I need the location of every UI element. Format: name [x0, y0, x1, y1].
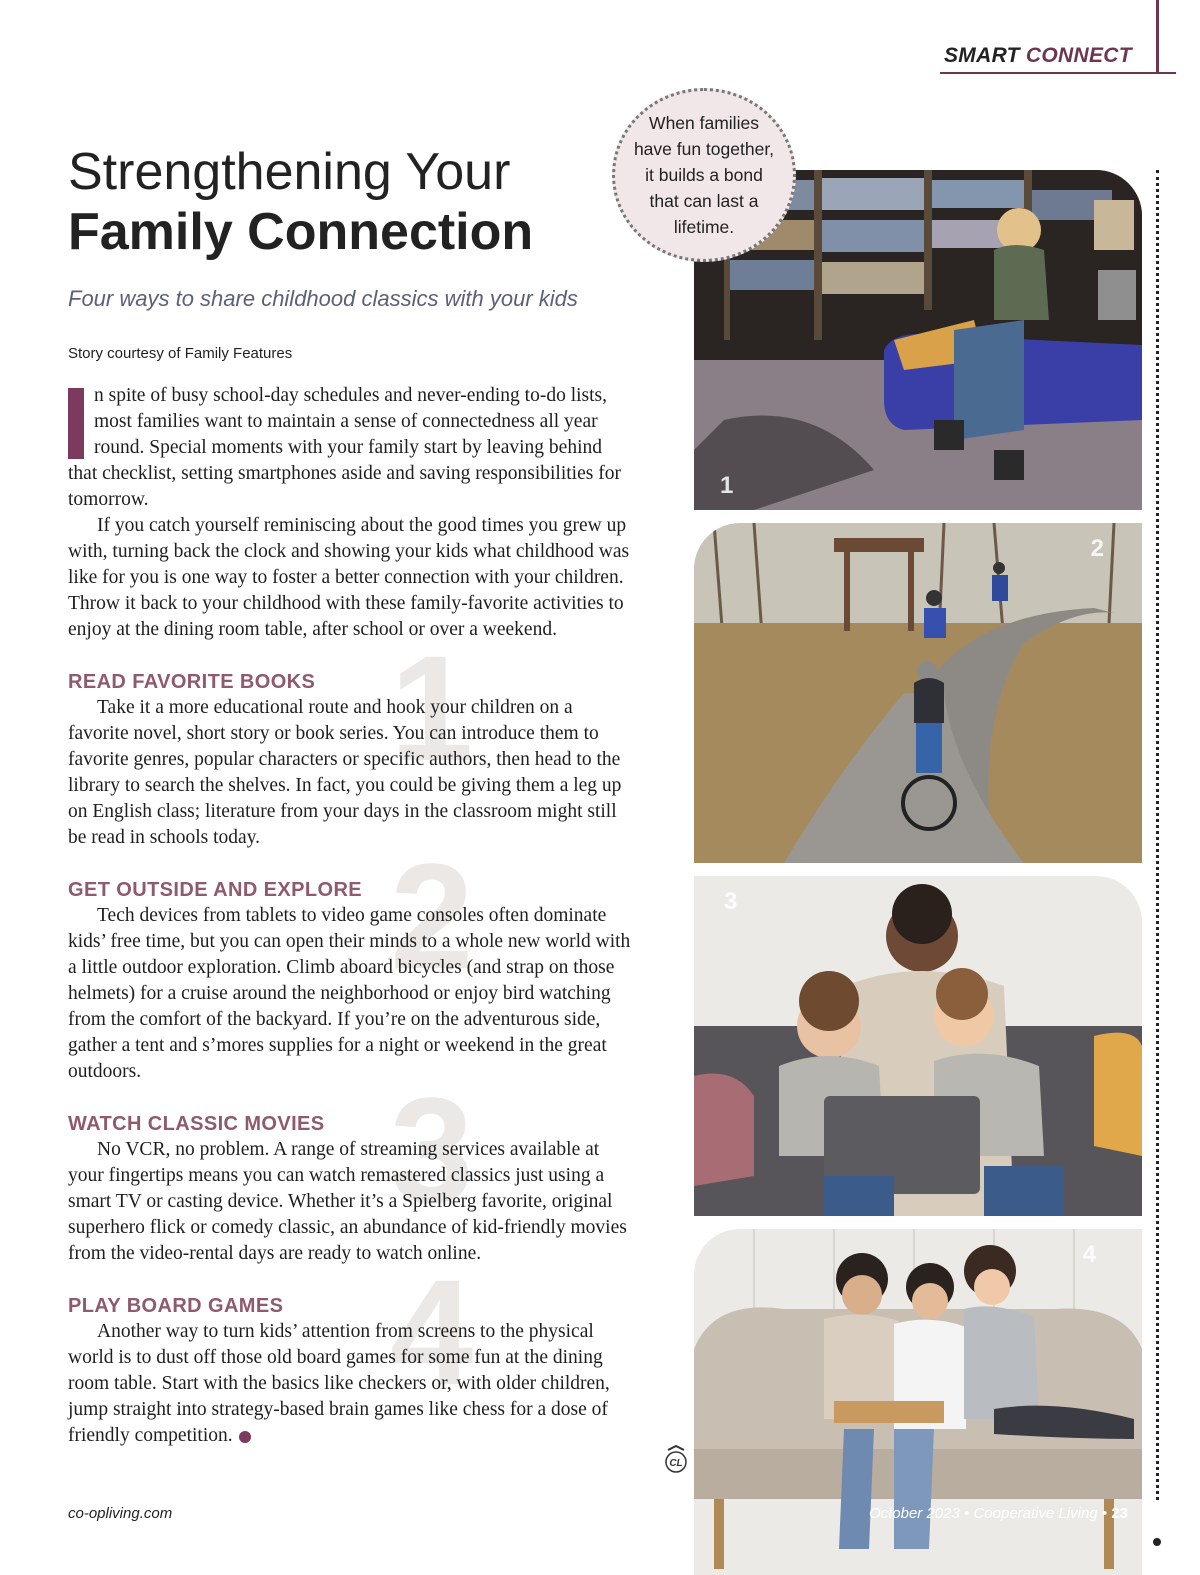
section-text-content: Another way to turn kids’ attention from screens to the physical world is to dust off those old board games for some fun at the dining room table. Start with the basics like checkers or, with older children, jump straight into strategy-based brain games like chess for a dose of friendly competition.: [68, 1321, 610, 1446]
header-vertical-rule: [1156, 0, 1159, 74]
intro-paragraph-2: If you catch yourself reminiscing about the good times you grew up with, turning back the clock and showing your kids what childhood was like for you is one way to foster a better connection with your children. Throw it back to your childhood with these family-favorite activities to enjoy at the dining room table, after school or over a weekend.: [68, 515, 630, 640]
page-number: 23: [1111, 1505, 1128, 1522]
section-heading: PLAY BOARD GAMES: [68, 1295, 284, 1317]
photo-number: 4: [1082, 1241, 1096, 1268]
section-heading: GET OUTSIDE AND EXPLORE: [68, 879, 363, 901]
pull-quote-text: When families have fun together, it builds a bond that can last a lifetime.: [633, 113, 775, 237]
section-movies: [68, 1066, 636, 1267]
photo-family-laptop: [694, 876, 1142, 1216]
section-read-books: [68, 624, 636, 851]
footer-issue-info: [826, 1505, 1128, 1522]
article-body: [68, 383, 636, 1449]
section-label-part2: CONNECT: [1025, 44, 1132, 67]
page-title: [68, 142, 533, 262]
section-number: 4: [390, 1248, 474, 1416]
section-label-part1: SMART: [944, 44, 1020, 67]
section-text: Take it a more educational route and hook your children on a favorite novel, short story or book series. You can introduce them to favorite genres, popular characters or specific authors, then head to the library to search the shelves. In fact, you could be giving them a leg up on English class; literature from your days in the classroom might still be read in schools today.: [68, 697, 622, 848]
section-outside: [68, 832, 636, 1085]
drop-cap: [68, 388, 84, 459]
dotted-divider: [1156, 170, 1159, 1500]
section-label: [944, 44, 1134, 68]
byline: Story courtesy of Family Features: [68, 345, 293, 362]
footer-publication: Cooperative Living: [973, 1505, 1098, 1522]
margin-dot: [1153, 1538, 1161, 1546]
section-number: 1: [390, 624, 474, 792]
intro-paragraph-1: [68, 383, 636, 513]
header-rule: [940, 72, 1176, 74]
footer-website: co-opliving.com: [68, 1505, 173, 1522]
logo-text: CL: [669, 1458, 683, 1469]
title-line-1: Strengthening Your: [68, 143, 511, 201]
end-mark: [239, 1431, 251, 1443]
section-text: [68, 1319, 636, 1449]
footer-date: October 2023: [868, 1505, 960, 1522]
section-number: 2: [390, 832, 474, 1000]
subtitle: Four ways to share childhood classics with your kids: [68, 286, 578, 311]
photo-board-game: [694, 1229, 1142, 1575]
section-number: 3: [390, 1066, 474, 1234]
pull-quote-bubble: [612, 88, 796, 262]
section-text: No VCR, no problem. A range of streaming services available at your fingertips means you can watch remastered classics just using a smart TV or casting device. Whether it’s a Spielberg favorite, original superhero flick or comedy classic, an abundance of kid-friendly movies from the video-rental days are ready to watch online.: [68, 1139, 627, 1264]
section-board-games: [68, 1248, 636, 1449]
title-line-2: Family Connection: [68, 203, 534, 261]
intro-text-1: n spite of busy school-day schedules and never-ending to-do lists, most families want to maintain a sense of connectedness all year round. Special moments with your family start by leaving behind that checklist, setting smartphones aside and saving responsibilities for tomorrow.: [68, 385, 621, 510]
photo-number: 2: [1090, 535, 1104, 562]
photo-number: 3: [724, 888, 738, 915]
co-op-logo: [664, 1444, 688, 1474]
section-heading: WATCH CLASSIC MOVIES: [68, 1113, 325, 1135]
footer-separator: •: [1101, 1505, 1108, 1522]
footer-separator: •: [964, 1505, 970, 1522]
section-text: Tech devices from tablets to video game consoles often dominate kids’ free time, but you can open their minds to a whole new world with a little outdoor exploration. Climb aboard bicycles (and strap on those helmets) for a cruise around the neighborhood or enjoy bird watching from the comfort of the backyard. If you’re on the adventurous side, gather a tent and s’mores supplies for a night or weekend in the great outdoors.: [68, 905, 631, 1082]
section-heading: READ FAVORITE BOOKS: [68, 671, 316, 693]
photo-number: 1: [720, 472, 734, 499]
photo-bike-path: [694, 523, 1142, 863]
